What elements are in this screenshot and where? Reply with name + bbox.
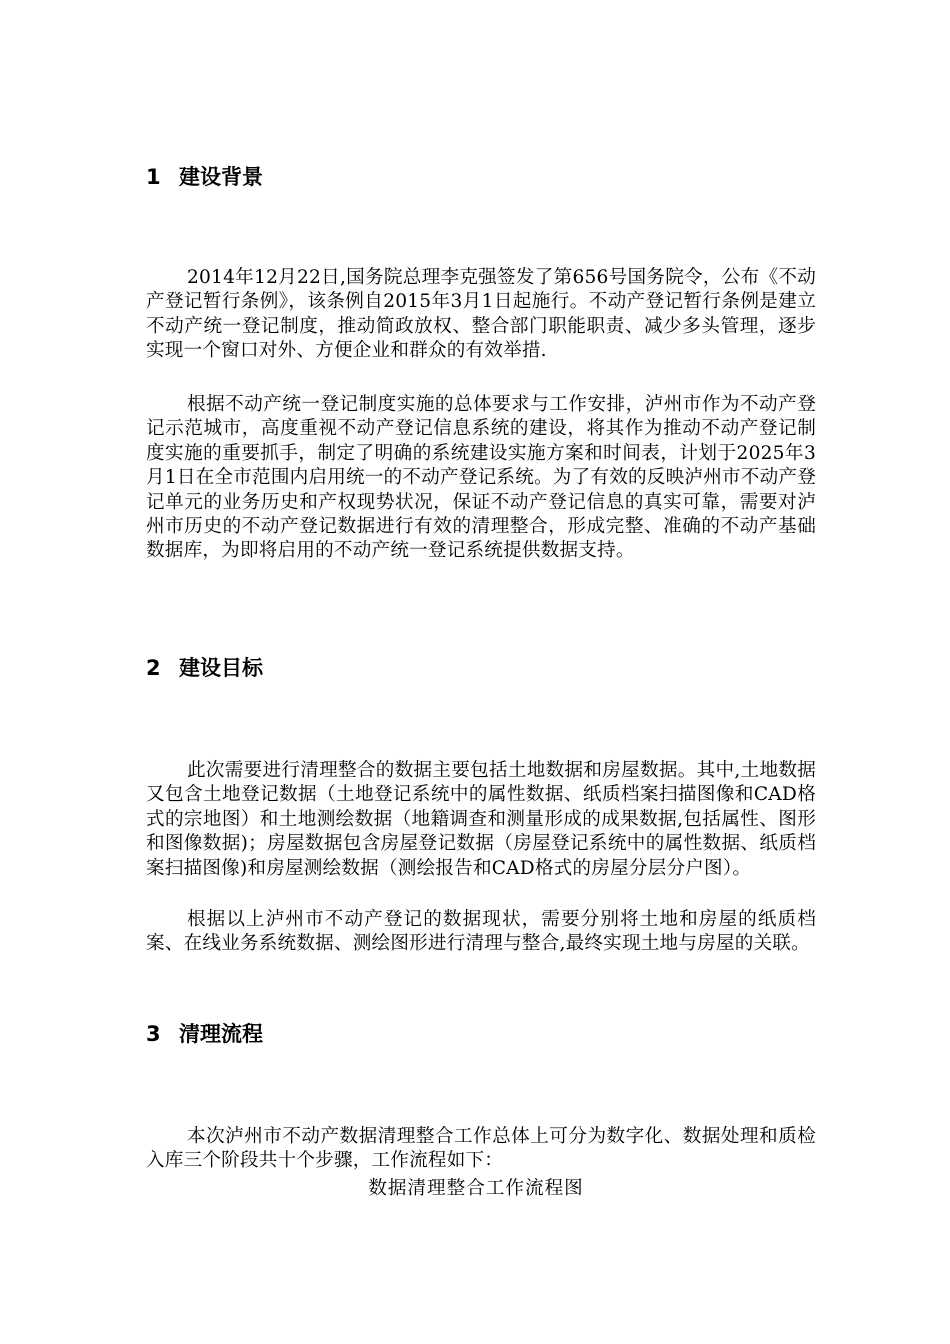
paragraph: 根据以上泸州市不动产登记的数据现状，需要分别将土地和房屋的纸质档案、在线业务系统数据、测绘图形进行清理与整合,最终实现土地与房屋的关联。 xyxy=(146,909,816,955)
section-title: 清理流程 xyxy=(179,1022,263,1046)
section-title: 建设目标 xyxy=(179,656,263,680)
paragraph: 2014年12月22日,国务院总理李克强签发了第656号国务院令，公布《不动产登记暂行条例》，该条例自2015年3月1日起施行。不动产登记暂行条例是建立不动产统一登记制度，推动简政放权、整合部门职能职责、减少多头管理，逐步实现一个窗口对外、方便企业和群众的有效举措. xyxy=(146,267,816,362)
paragraph: 此次需要进行清理整合的数据主要包括土地数据和房屋数据。其中,土地数据又包含土地登记数据（土地登记系统中的属性数据、纸质档案扫描图像和CAD格式的宗地图）和土地测绘数据（地籍调查和测量形成的成果数据,包括属性、图形和图像数据)；房屋数据包含房屋登记数据（房屋登记系统中的属性数据、纸质档案扫描图像)和房屋测绘数据（测绘报告和CAD格式的房屋分层分户图）。 xyxy=(146,760,816,879)
figure-caption: 数据清理整合工作流程图 xyxy=(368,1178,584,1199)
section-heading-2 xyxy=(146,654,263,682)
paragraph: 根据不动产统一登记制度实施的总体要求与工作安排，泸州市作为不动产登记示范城市，高度重视不动产登记信息系统的建设，将其作为推动不动产登记制度实施的重要抓手，制定了明确的系统建设实施方案和时间表，计划于2025年3月1日在全市范围内启用统一的不动产登记系统。为了有效的反映泸州市不动产登记单元的业务历史和产权现势状况，保证不动产登记信息的真实可靠，需要对泸州市历史的不动产登记数据进行有效的清理整合，形成完整、准确的不动产基础数据库，为即将启用的不动产统一登记系统提供数据支持。 xyxy=(146,394,816,562)
section-number: 3 xyxy=(146,1022,161,1046)
section-number: 2 xyxy=(146,656,161,680)
section-heading-1 xyxy=(146,163,263,191)
section-heading-3 xyxy=(146,1020,263,1048)
section-number: 1 xyxy=(146,165,161,189)
section-title: 建设背景 xyxy=(179,165,263,189)
paragraph: 本次泸州市不动产数据清理整合工作总体上可分为数字化、数据处理和质检入库三个阶段共十个步骤，工作流程如下： xyxy=(146,1126,816,1172)
